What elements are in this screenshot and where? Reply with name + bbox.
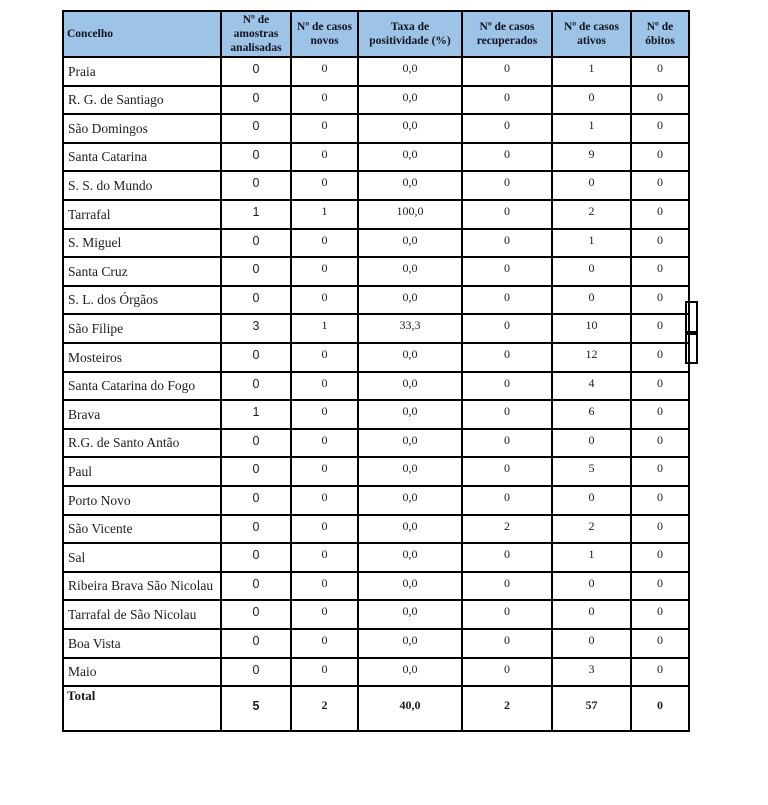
cell-concelho: Tarrafal bbox=[63, 200, 221, 229]
cell-ativos: 9 bbox=[552, 143, 631, 172]
table-row bbox=[63, 114, 689, 143]
cell-amostras: 0 bbox=[221, 629, 291, 658]
col-header-taxa-positividade: Taxa de positividade (%) bbox=[358, 11, 462, 57]
cell-taxa: 0,0 bbox=[358, 229, 462, 258]
cell-concelho: São Domingos bbox=[63, 114, 221, 143]
table-row bbox=[63, 86, 689, 115]
cell-recuperados: 0 bbox=[462, 600, 552, 629]
cell-ativos: 1 bbox=[552, 229, 631, 258]
cell-novos: 0 bbox=[291, 86, 358, 115]
cell-novos: 0 bbox=[291, 658, 358, 687]
cell-obitos: 0 bbox=[631, 314, 689, 343]
cell-obitos: 0 bbox=[631, 372, 689, 401]
cell-total-taxa: 40,0 bbox=[358, 686, 462, 731]
cell-recuperados: 0 bbox=[462, 486, 552, 515]
cell-novos: 0 bbox=[291, 486, 358, 515]
cell-novos: 0 bbox=[291, 457, 358, 486]
col-header-obitos: Nº de óbitos bbox=[631, 11, 689, 57]
cell-ativos: 0 bbox=[552, 286, 631, 315]
table-row bbox=[63, 515, 689, 544]
cell-taxa: 0,0 bbox=[358, 400, 462, 429]
cell-taxa: 0,0 bbox=[358, 343, 462, 372]
cell-ativos: 2 bbox=[552, 200, 631, 229]
table-row bbox=[63, 200, 689, 229]
col-header-concelho: Concelho bbox=[63, 11, 221, 57]
cell-taxa: 0,0 bbox=[358, 572, 462, 601]
cell-ativos: 0 bbox=[552, 257, 631, 286]
cell-recuperados: 0 bbox=[462, 343, 552, 372]
col-header-amostras-analisadas: Nº de amostras analisadas bbox=[221, 11, 291, 57]
cell-ativos: 12 bbox=[552, 343, 631, 372]
cell-taxa: 0,0 bbox=[358, 86, 462, 115]
cell-ativos: 0 bbox=[552, 486, 631, 515]
cell-taxa: 0,0 bbox=[358, 372, 462, 401]
cell-novos: 0 bbox=[291, 400, 358, 429]
cell-obitos: 0 bbox=[631, 600, 689, 629]
cell-obitos: 0 bbox=[631, 343, 689, 372]
cell-concelho: Paul bbox=[63, 457, 221, 486]
cell-taxa: 0,0 bbox=[358, 629, 462, 658]
cell-amostras: 1 bbox=[221, 400, 291, 429]
cell-total-recuperados: 2 bbox=[462, 686, 552, 731]
cell-ativos: 1 bbox=[552, 57, 631, 86]
cell-obitos: 0 bbox=[631, 572, 689, 601]
cell-ativos: 1 bbox=[552, 543, 631, 572]
cell-obitos: 0 bbox=[631, 543, 689, 572]
cell-novos: 0 bbox=[291, 429, 358, 458]
cell-concelho: S. S. do Mundo bbox=[63, 171, 221, 200]
cell-ativos: 4 bbox=[552, 372, 631, 401]
cell-recuperados: 0 bbox=[462, 429, 552, 458]
cell-obitos: 0 bbox=[631, 658, 689, 687]
cell-amostras: 0 bbox=[221, 114, 291, 143]
cell-concelho: Santa Catarina bbox=[63, 143, 221, 172]
cell-taxa: 0,0 bbox=[358, 515, 462, 544]
table-row bbox=[63, 543, 689, 572]
cell-recuperados: 0 bbox=[462, 57, 552, 86]
table-body bbox=[63, 57, 689, 686]
cell-concelho: Tarrafal de São Nicolau bbox=[63, 600, 221, 629]
stray-box-bottom bbox=[685, 333, 698, 364]
cell-total-label: Total bbox=[63, 686, 221, 731]
cell-taxa: 0,0 bbox=[358, 600, 462, 629]
cell-recuperados: 0 bbox=[462, 658, 552, 687]
cell-recuperados: 0 bbox=[462, 171, 552, 200]
cell-recuperados: 0 bbox=[462, 86, 552, 115]
cell-obitos: 0 bbox=[631, 86, 689, 115]
cell-obitos: 0 bbox=[631, 229, 689, 258]
cell-taxa: 0,0 bbox=[358, 171, 462, 200]
cell-amostras: 0 bbox=[221, 543, 291, 572]
cell-novos: 0 bbox=[291, 57, 358, 86]
cell-obitos: 0 bbox=[631, 629, 689, 658]
table-row bbox=[63, 343, 689, 372]
cell-novos: 0 bbox=[291, 343, 358, 372]
cell-concelho: Sal bbox=[63, 543, 221, 572]
cell-taxa: 0,0 bbox=[358, 143, 462, 172]
table-row bbox=[63, 400, 689, 429]
cell-obitos: 0 bbox=[631, 257, 689, 286]
cell-obitos: 0 bbox=[631, 457, 689, 486]
table-row bbox=[63, 257, 689, 286]
cell-ativos: 0 bbox=[552, 171, 631, 200]
cell-amostras: 0 bbox=[221, 143, 291, 172]
stray-box-top bbox=[685, 301, 698, 333]
col-header-casos-ativos: Nº de casos ativos bbox=[552, 11, 631, 57]
cell-novos: 0 bbox=[291, 629, 358, 658]
cell-amostras: 0 bbox=[221, 343, 291, 372]
cell-recuperados: 0 bbox=[462, 543, 552, 572]
cell-ativos: 0 bbox=[552, 572, 631, 601]
table-row bbox=[63, 314, 689, 343]
table-row bbox=[63, 457, 689, 486]
cell-recuperados: 0 bbox=[462, 229, 552, 258]
cell-total-obitos: 0 bbox=[631, 686, 689, 731]
cell-amostras: 0 bbox=[221, 572, 291, 601]
col-header-casos-novos: Nº de casos novos bbox=[291, 11, 358, 57]
cell-recuperados: 0 bbox=[462, 572, 552, 601]
cell-concelho: Praia bbox=[63, 57, 221, 86]
cell-obitos: 0 bbox=[631, 114, 689, 143]
cell-taxa: 100,0 bbox=[358, 200, 462, 229]
col-header-casos-recuperados: Nº de casos recuperados bbox=[462, 11, 552, 57]
cell-taxa: 33,3 bbox=[358, 314, 462, 343]
cell-total-novos: 2 bbox=[291, 686, 358, 731]
cell-obitos: 0 bbox=[631, 515, 689, 544]
cell-novos: 0 bbox=[291, 171, 358, 200]
cell-taxa: 0,0 bbox=[358, 658, 462, 687]
cell-recuperados: 0 bbox=[462, 257, 552, 286]
cell-amostras: 0 bbox=[221, 600, 291, 629]
cell-ativos: 10 bbox=[552, 314, 631, 343]
cell-amostras: 3 bbox=[221, 314, 291, 343]
cell-novos: 0 bbox=[291, 572, 358, 601]
cell-ativos: 1 bbox=[552, 114, 631, 143]
cell-ativos: 0 bbox=[552, 629, 631, 658]
cell-concelho: Ribeira Brava São Nicolau bbox=[63, 572, 221, 601]
header-row bbox=[63, 11, 689, 57]
cell-concelho: S. L. dos Órgãos bbox=[63, 286, 221, 315]
cell-concelho: Mosteiros bbox=[63, 343, 221, 372]
cell-ativos: 0 bbox=[552, 600, 631, 629]
cell-recuperados: 0 bbox=[462, 114, 552, 143]
table-row bbox=[63, 629, 689, 658]
cell-amostras: 0 bbox=[221, 286, 291, 315]
cell-obitos: 0 bbox=[631, 57, 689, 86]
cell-amostras: 0 bbox=[221, 457, 291, 486]
cell-novos: 0 bbox=[291, 286, 358, 315]
concelhos-covid-table bbox=[62, 10, 690, 732]
cell-concelho: São Vicente bbox=[63, 515, 221, 544]
cell-taxa: 0,0 bbox=[358, 543, 462, 572]
cell-amostras: 0 bbox=[221, 658, 291, 687]
cell-obitos: 0 bbox=[631, 200, 689, 229]
cell-amostras: 0 bbox=[221, 171, 291, 200]
cell-recuperados: 0 bbox=[462, 286, 552, 315]
cell-novos: 1 bbox=[291, 200, 358, 229]
cell-total-amostras: 5 bbox=[221, 686, 291, 731]
table-row bbox=[63, 572, 689, 601]
table-row bbox=[63, 143, 689, 172]
cell-total-ativos: 57 bbox=[552, 686, 631, 731]
cell-concelho: Santa Cruz bbox=[63, 257, 221, 286]
cell-concelho: R. G. de Santiago bbox=[63, 86, 221, 115]
cell-recuperados: 0 bbox=[462, 629, 552, 658]
cell-recuperados: 0 bbox=[462, 200, 552, 229]
cell-ativos: 0 bbox=[552, 86, 631, 115]
cell-concelho: Porto Novo bbox=[63, 486, 221, 515]
table-row bbox=[63, 57, 689, 86]
cell-novos: 0 bbox=[291, 372, 358, 401]
cell-novos: 0 bbox=[291, 543, 358, 572]
cell-ativos: 3 bbox=[552, 658, 631, 687]
cell-taxa: 0,0 bbox=[358, 457, 462, 486]
table-footer bbox=[63, 686, 689, 731]
cell-ativos: 2 bbox=[552, 515, 631, 544]
cell-novos: 0 bbox=[291, 114, 358, 143]
cell-amostras: 0 bbox=[221, 57, 291, 86]
cell-obitos: 0 bbox=[631, 486, 689, 515]
cell-taxa: 0,0 bbox=[358, 257, 462, 286]
cell-obitos: 0 bbox=[631, 143, 689, 172]
cell-novos: 0 bbox=[291, 229, 358, 258]
table-row bbox=[63, 658, 689, 687]
cell-concelho: R.G. de Santo Antão bbox=[63, 429, 221, 458]
cell-concelho: Maio bbox=[63, 658, 221, 687]
cell-ativos: 6 bbox=[552, 400, 631, 429]
cell-concelho: São Filipe bbox=[63, 314, 221, 343]
table-row bbox=[63, 486, 689, 515]
cell-concelho: Santa Catarina do Fogo bbox=[63, 372, 221, 401]
cell-amostras: 0 bbox=[221, 486, 291, 515]
cell-obitos: 0 bbox=[631, 429, 689, 458]
cell-amostras: 0 bbox=[221, 515, 291, 544]
total-row bbox=[63, 686, 689, 731]
table-row bbox=[63, 429, 689, 458]
cell-concelho: Boa Vista bbox=[63, 629, 221, 658]
table-row bbox=[63, 372, 689, 401]
cell-recuperados: 0 bbox=[462, 400, 552, 429]
cell-amostras: 0 bbox=[221, 229, 291, 258]
cell-ativos: 5 bbox=[552, 457, 631, 486]
table-row bbox=[63, 286, 689, 315]
table-row bbox=[63, 600, 689, 629]
cell-novos: 0 bbox=[291, 257, 358, 286]
cell-ativos: 0 bbox=[552, 429, 631, 458]
cell-novos: 1 bbox=[291, 314, 358, 343]
cell-concelho: Brava bbox=[63, 400, 221, 429]
cell-novos: 0 bbox=[291, 515, 358, 544]
cell-taxa: 0,0 bbox=[358, 429, 462, 458]
cell-novos: 0 bbox=[291, 143, 358, 172]
cell-obitos: 0 bbox=[631, 286, 689, 315]
cell-concelho: S. Miguel bbox=[63, 229, 221, 258]
cell-amostras: 0 bbox=[221, 257, 291, 286]
cell-novos: 0 bbox=[291, 600, 358, 629]
cell-obitos: 0 bbox=[631, 171, 689, 200]
cell-taxa: 0,0 bbox=[358, 114, 462, 143]
cell-amostras: 0 bbox=[221, 429, 291, 458]
cell-recuperados: 2 bbox=[462, 515, 552, 544]
table-row bbox=[63, 229, 689, 258]
cell-recuperados: 0 bbox=[462, 457, 552, 486]
cell-obitos: 0 bbox=[631, 400, 689, 429]
cell-recuperados: 0 bbox=[462, 143, 552, 172]
cell-taxa: 0,0 bbox=[358, 486, 462, 515]
cell-amostras: 0 bbox=[221, 86, 291, 115]
cell-recuperados: 0 bbox=[462, 314, 552, 343]
cell-taxa: 0,0 bbox=[358, 57, 462, 86]
cell-amostras: 0 bbox=[221, 372, 291, 401]
table-row bbox=[63, 171, 689, 200]
cell-amostras: 1 bbox=[221, 200, 291, 229]
table-header bbox=[63, 11, 689, 57]
cell-taxa: 0,0 bbox=[358, 286, 462, 315]
cell-recuperados: 0 bbox=[462, 372, 552, 401]
